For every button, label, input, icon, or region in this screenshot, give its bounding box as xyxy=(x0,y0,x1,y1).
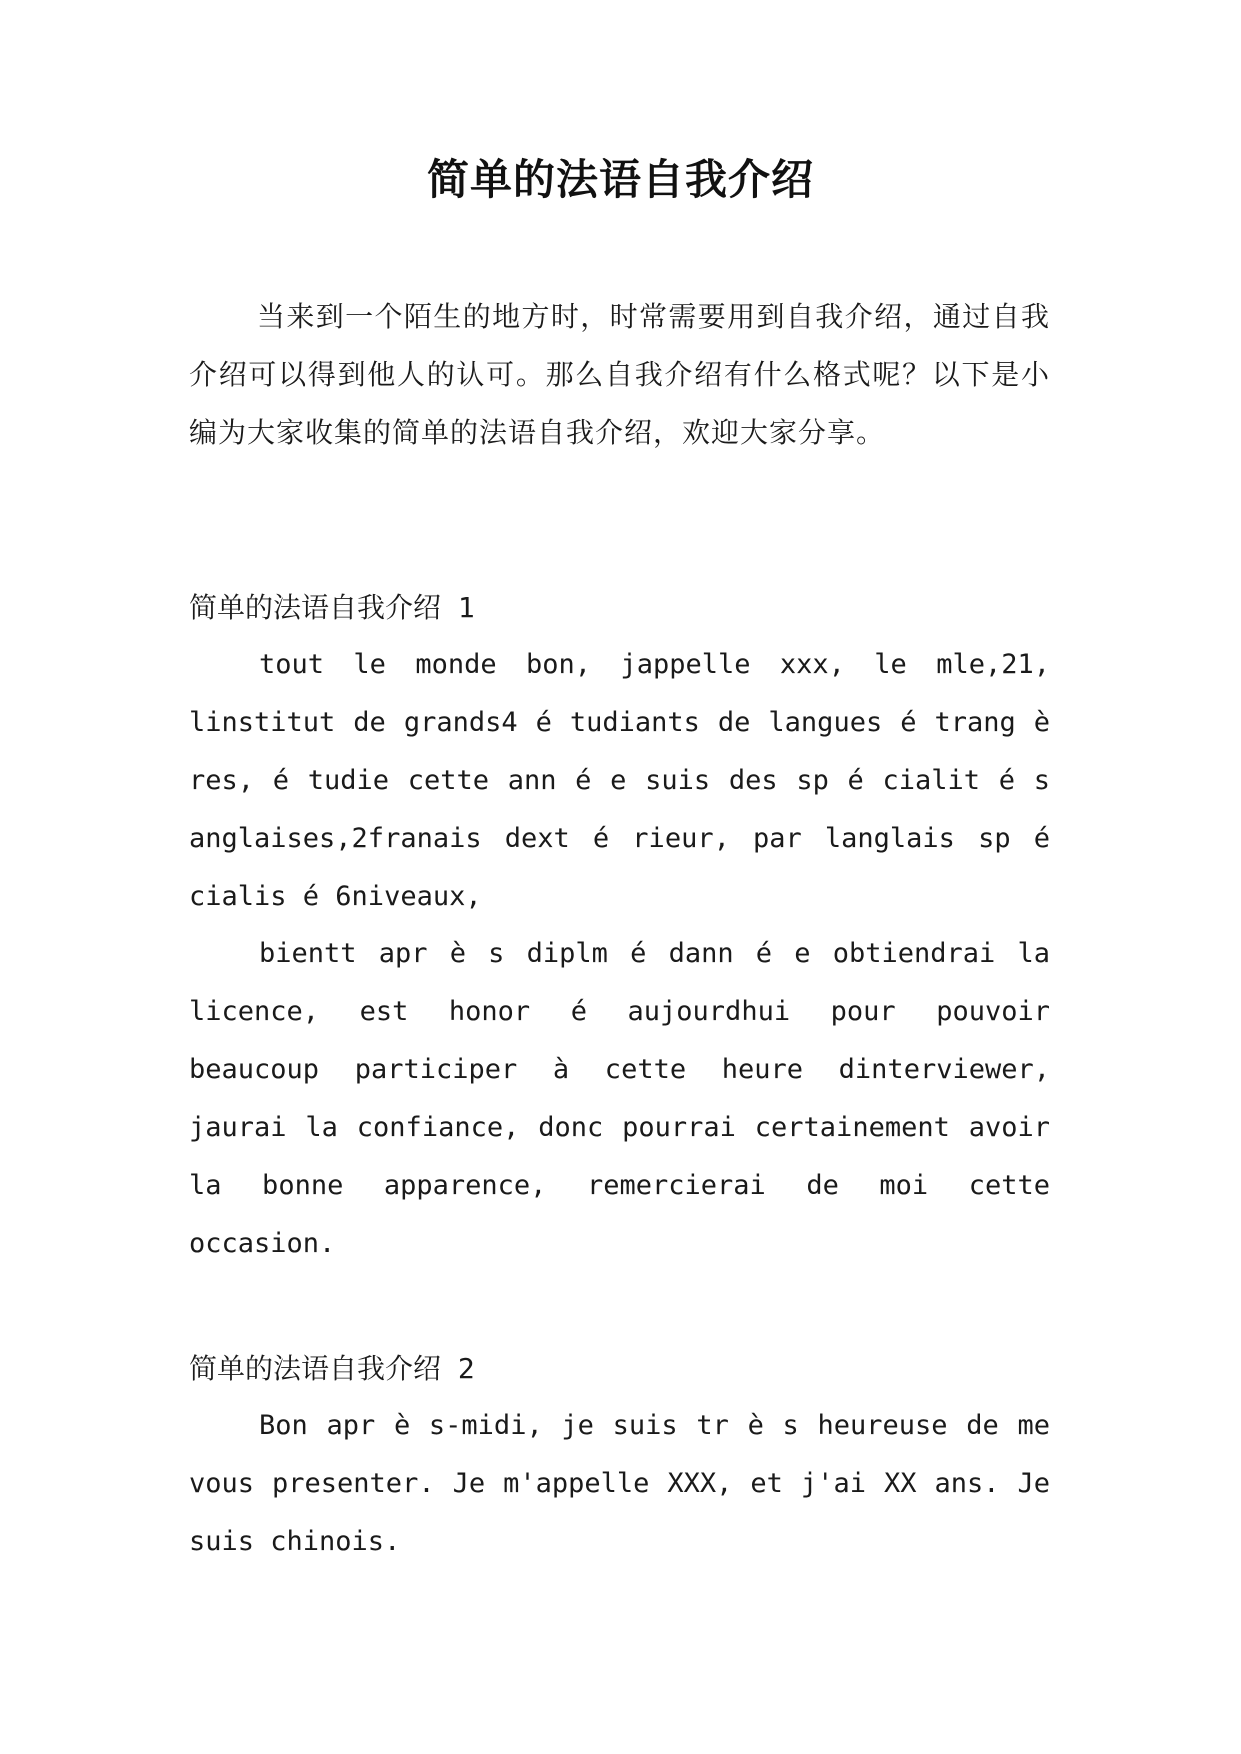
section-paragraph: Bon apr è s-midi, je suis tr è s heureuse de me vous presenter. Je m'appelle XXX, et j'ai XX ans. Je suis chinois. xyxy=(189,1410,1050,1557)
section-heading: 简单的法语自我介绍 2 xyxy=(189,1352,475,1385)
section-heading: 简单的法语自我介绍 1 xyxy=(189,591,475,624)
document-title: 简单的法语自我介绍 xyxy=(426,155,814,204)
section-paragraph: bientt apr è s diplm é dann é e obtiendrai la licence, est honor é aujourdhui pour pouvoir beaucoup participer à cette heure dinterviewer, jaurai la confiance, donc pourrai certainement avoir la bonne apparence, remercierai de moi cette occasion. xyxy=(189,938,1050,1259)
section-paragraph: tout le monde bon, jappelle xxx, le mle,21, linstitut de grands4 é tudiants de langues é trang è res, é tudie cette ann é e suis des sp é cialit é s anglaises,2franais dext é rieur, par langlais sp é cialis é 6niveaux, xyxy=(189,649,1050,912)
intro-paragraph: 当来到一个陌生的地方时，时常需要用到自我介绍，通过自我介绍可以得到他人的认可。那么自我介绍有什么格式呢？以下是小编为大家收集的简单的法语自我介绍，欢迎大家分享。 xyxy=(189,300,1050,449)
